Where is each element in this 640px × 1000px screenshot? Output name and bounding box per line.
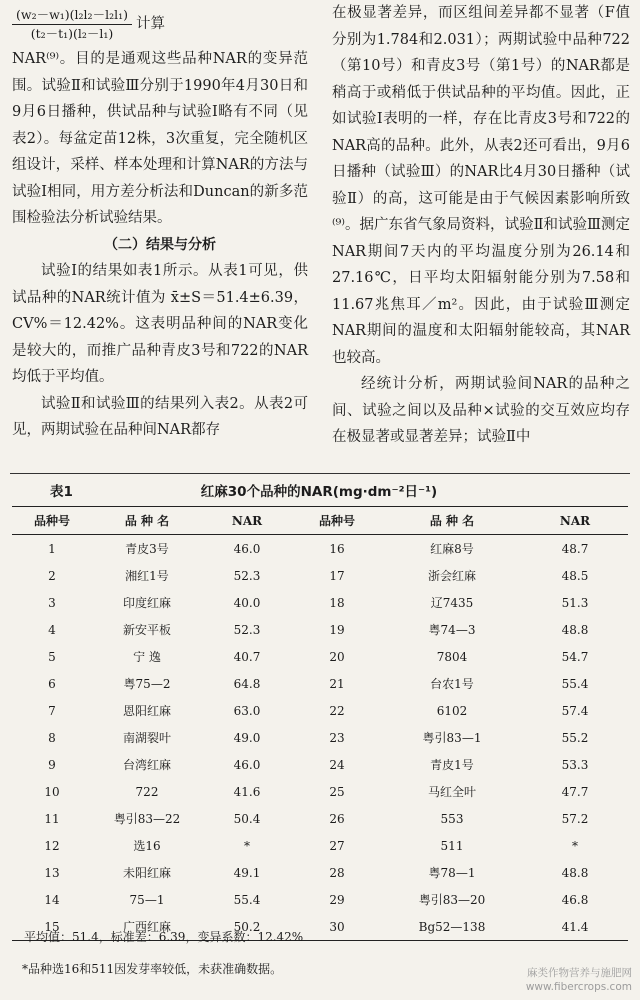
cell-variety-no-2: 23 [329, 730, 345, 745]
cell-nar-2: 57.4 [561, 703, 589, 718]
cell-nar: 40.7 [233, 649, 261, 664]
cell-variety-name-2: 浙会红麻 [427, 569, 476, 583]
left-paragraph-1: NAR⁽⁹⁾。目的是通观这些品种NAR的变异范围。试验Ⅱ和试验Ⅲ分别于1990年4月30日和9月6日播种，供试品种与试验Ⅰ略有不同（见表2）。每盆定苗12株，3次重复，完全随机区组设计，采样、样本处理和计算NAR的方法与试验Ⅰ相同，用方差分析法和Duncan的新多范围检验法分析试验结果。 [12, 51, 308, 226]
cell-variety-name: 广西红麻 [122, 920, 171, 934]
table-header-row [12, 507, 628, 535]
cell-nar-2: 55.2 [561, 730, 589, 745]
cell-nar: 50.4 [233, 811, 261, 826]
cell-variety-name: 选16 [133, 839, 161, 853]
cell-variety-no: 6 [48, 676, 56, 691]
cell-nar: 41.6 [233, 784, 261, 799]
cell-nar-2: 48.8 [561, 622, 589, 637]
cell-variety-name-2: 辽7435 [430, 596, 474, 610]
cell-nar: 63.0 [233, 703, 261, 718]
cell-nar-2: 48.5 [561, 568, 589, 583]
cell-nar-2: 54.7 [561, 649, 589, 664]
cell-variety-no-2: 21 [329, 676, 345, 691]
cell-nar: 55.4 [233, 892, 261, 907]
cell-variety-no-2: 27 [329, 838, 345, 853]
cell-variety-name: 青皮3号 [125, 542, 169, 556]
left-column [12, 0, 308, 444]
cell-variety-no-2: 22 [329, 703, 345, 718]
table-summary: 平均值：51.4，标准差：6.39，变异系数：12.42% [24, 930, 304, 944]
cell-variety-name-2: 粤引83—1 [422, 731, 482, 745]
right-column [332, 0, 630, 451]
right-paragraph-1: 在极显著差异，而区组间差异都不显著（F值分别为1.784和2.031）；两期试验中品种722（第10号）和青皮3号（第1号）的NAR都是稍高于或稍低于供试品种的平均值。因此，正如试验Ⅰ表明的一样，存在比青皮3号和722的NAR高的品种。此外，从表2还可看出，9月6日播种（试验Ⅲ）的NAR比4月30日播种（试验Ⅱ）的高，这可能是由于气候因素影响所致⁽⁹⁾。据广东省气象局资料，试验Ⅱ和试验Ⅲ测定NAR期间7天内的平均温度分别为26.14和27.16℃，日平均太阳辐射能分别为7.58和11.67兆焦耳／m²。因此，由于试验Ⅲ测定NAR期间的温度和太阳辐射能较高，其NAR也较高。 [332, 5, 630, 366]
cell-nar: 46.0 [233, 541, 261, 556]
cell-variety-name: 75—1 [129, 892, 165, 907]
cell-variety-no: 7 [48, 703, 56, 718]
cell-variety-name: 未阳红麻 [122, 866, 171, 880]
cell-variety-name: 新安平板 [122, 623, 171, 637]
table-row [12, 778, 628, 805]
cell-variety-name-2: 马红全叶 [427, 785, 476, 799]
left-paragraph-3: 试验Ⅱ和试验Ⅲ的结果列入表2。从表2可见，两期试验在品种间NAR都存 [12, 395, 308, 438]
table-row [12, 535, 628, 562]
header-variety-name: 品 种 名 [124, 514, 170, 528]
table-row [12, 697, 628, 724]
cell-variety-name: 粤引83—22 [113, 812, 181, 826]
formula-denominator: (t₂－t₁)(l₂－l₁) [30, 25, 114, 41]
cell-variety-name: 湘红1号 [125, 569, 169, 583]
table-row [12, 589, 628, 616]
table-row [12, 886, 628, 913]
cell-nar: 49.0 [233, 730, 261, 745]
cell-variety-name-2: 青皮1号 [430, 758, 474, 772]
table-label: 表1 [50, 484, 73, 500]
cell-nar-2: 51.3 [561, 595, 589, 610]
cell-variety-no: 11 [44, 811, 60, 826]
header-variety-no-2: 品种号 [318, 514, 355, 528]
formula-fraction [12, 6, 132, 43]
right-paragraph-2: 经统计分析，两期试验间NAR的品种之间、试验之间以及品种×试验的交互效应均存在极显著或显著差异；试验Ⅱ中 [332, 376, 630, 445]
cell-variety-name-2: 红麻8号 [430, 542, 474, 556]
cell-nar: 64.8 [233, 676, 261, 691]
cell-nar-2: 48.7 [561, 541, 589, 556]
cell-variety-no: 4 [48, 622, 56, 637]
cell-variety-no: 5 [48, 649, 56, 664]
cell-variety-no: 3 [48, 595, 56, 610]
cell-nar-2: 47.7 [561, 784, 589, 799]
cell-variety-name-2: 台农1号 [430, 677, 474, 691]
section-heading: （二）结果与分析 [104, 236, 216, 253]
table-footnote: *品种选16和511因发芽率较低，未获准确数据。 [22, 962, 283, 976]
nar-table [12, 506, 628, 941]
cell-variety-no: 15 [44, 919, 60, 934]
cell-variety-name-2: 粤78—1 [428, 866, 476, 880]
table-row [12, 724, 628, 751]
cell-nar: 52.3 [233, 622, 261, 637]
cell-nar: 50.2 [233, 919, 261, 934]
table-row [12, 643, 628, 670]
table-body [12, 535, 628, 940]
cell-nar: 52.3 [233, 568, 261, 583]
cell-variety-name-2: 粤74—3 [428, 623, 476, 637]
table-row [12, 859, 628, 886]
cell-variety-name: 宁 逸 [133, 650, 161, 664]
cell-nar: 49.1 [233, 865, 261, 880]
table-row [12, 751, 628, 778]
table-title: 红麻30个品种的NAR(mg·dm⁻²日⁻¹) [200, 484, 438, 500]
table-row [12, 562, 628, 589]
nar-formula [12, 2, 308, 46]
cell-variety-no: 9 [48, 757, 56, 772]
cell-variety-name-2: 511 [440, 838, 464, 853]
table-row [12, 805, 628, 832]
cell-variety-name: 恩阳红麻 [122, 704, 171, 718]
cell-variety-no-2: 25 [329, 784, 345, 799]
cell-variety-no-2: 19 [329, 622, 345, 637]
cell-variety-no-2: 17 [329, 568, 345, 583]
formula-numerator: (w₂－w₁)(l₂l₂－l₂l₁) [12, 6, 132, 25]
cell-variety-no-2: 28 [329, 865, 345, 880]
cell-variety-no: 8 [48, 730, 56, 745]
header-nar-2: NAR [559, 513, 591, 528]
cell-variety-no-2: 16 [329, 541, 345, 556]
watermark-line-2: www.fibercrops.com [525, 981, 632, 993]
cell-variety-no-2: 24 [329, 757, 345, 772]
cell-variety-no-2: 18 [329, 595, 345, 610]
cell-variety-no-2: 26 [329, 811, 345, 826]
header-nar: NAR [231, 513, 263, 528]
watermark-line-1: 麻类作物营养与施肥网 [527, 967, 632, 979]
cell-variety-name: 印度红麻 [122, 596, 171, 610]
cell-variety-name-2: 7804 [436, 649, 468, 664]
header-variety-name-2: 品 种 名 [429, 514, 475, 528]
cell-variety-no-2: 20 [329, 649, 345, 664]
cell-variety-name-2: 553 [440, 811, 464, 826]
table-row [12, 670, 628, 697]
cell-nar-2: * [572, 838, 578, 853]
left-paragraph-2: 试验Ⅰ的结果如表1所示。从表1可见，供试品种的NAR统计值为 x̄±S＝51.4±6.39，CV%＝12.42%。这表明品种间的NAR变化是较大的，而推广品种青皮3号和722的NAR均低于平均值。 [12, 263, 308, 385]
cell-nar: 40.0 [233, 595, 261, 610]
cell-nar-2: 48.8 [561, 865, 589, 880]
cell-variety-name: 台湾红麻 [122, 758, 171, 772]
cell-variety-no: 1 [48, 541, 56, 556]
cell-variety-no: 14 [44, 892, 60, 907]
cell-variety-name: 南湖裂叶 [122, 731, 171, 745]
table-top-divider [10, 473, 630, 474]
cell-variety-name-2: Bg52—138 [418, 919, 486, 934]
cell-variety-name-2: 粤引83—20 [418, 893, 486, 907]
cell-variety-no-2: 29 [329, 892, 345, 907]
cell-nar-2: 46.8 [561, 892, 589, 907]
cell-variety-name: 722 [135, 784, 159, 799]
site-watermark [526, 966, 632, 994]
cell-nar: 46.0 [233, 757, 261, 772]
cell-nar-2: 41.4 [561, 919, 589, 934]
table-row [12, 616, 628, 643]
cell-nar-2: 57.2 [561, 811, 589, 826]
cell-variety-no-2: 30 [329, 919, 345, 934]
table-caption [14, 478, 624, 500]
cell-variety-no: 13 [44, 865, 60, 880]
cell-variety-name: 粤75—2 [123, 677, 171, 691]
cell-variety-name-2: 6102 [436, 703, 468, 718]
cell-variety-no: 10 [44, 784, 60, 799]
cell-variety-no: 2 [48, 568, 56, 583]
table-row [12, 832, 628, 859]
cell-nar: * [244, 838, 250, 853]
formula-suffix: 计算 [135, 15, 165, 32]
cell-nar-2: 55.4 [561, 676, 589, 691]
cell-nar-2: 53.3 [561, 757, 589, 772]
cell-variety-no: 12 [44, 838, 60, 853]
header-variety-no: 品种号 [33, 514, 70, 528]
